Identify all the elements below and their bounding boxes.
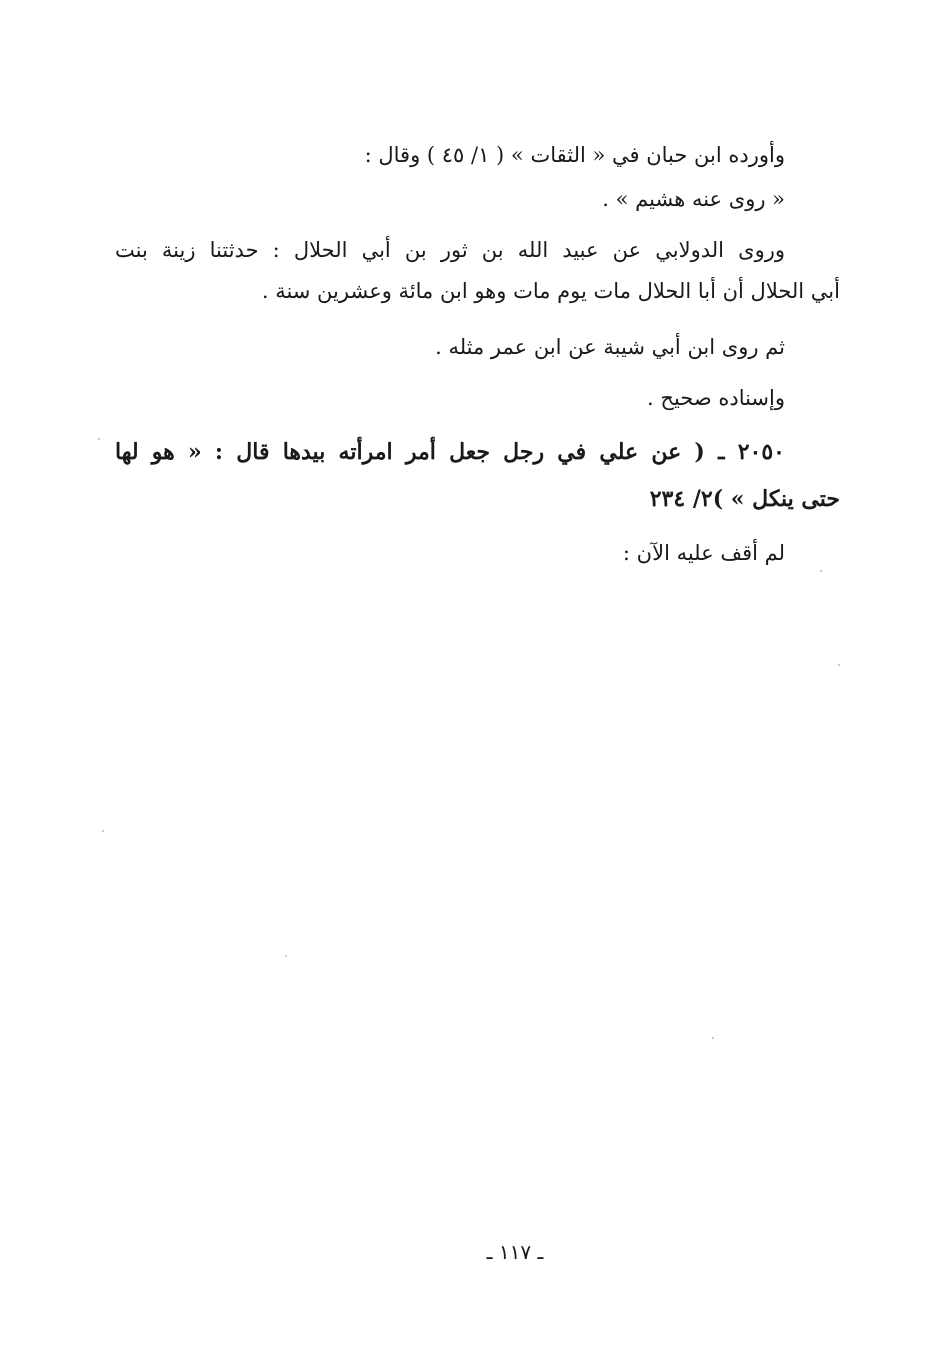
text-line-2: « روى عنه هشيم » . <box>602 187 785 211</box>
scan-speck <box>102 830 104 832</box>
text-line-3: وروى الدولابي عن عبيد الله بن ثور بن أبي الحلال : حدثتنا زينة بنت <box>115 238 785 262</box>
scan-speck <box>98 438 100 440</box>
scan-speck <box>820 570 822 572</box>
text-line-9: لم أقف عليه الآن : <box>622 541 785 565</box>
hadith-heading-line-2: حتى ينكل » )٢/ ٢٣٤ <box>649 486 840 512</box>
scan-speck <box>712 1037 714 1039</box>
hadith-heading-line-1: ٢٠٥٠ ـ ( عن علي في رجل جعل أمر امرأته بيدها قال : « هو لها <box>115 439 785 465</box>
text-line-5: ثم روى ابن أبي شيبة عن ابن عمر مثله . <box>435 335 785 359</box>
scan-speck <box>285 955 287 957</box>
page-number: ـ ١١٧ ـ <box>486 1240 544 1264</box>
text-line-6: وإسناده صحيح . <box>647 386 785 410</box>
text-line-4: أبي الحلال أن أبا الحلال مات يوم مات وهو ابن مائة وعشرين سنة . <box>261 279 840 303</box>
text-line-1: وأورده ابن حبان في « الثقات » ( ١/ ٤٥ ) وقال : <box>364 143 785 167</box>
scan-speck <box>838 664 840 666</box>
